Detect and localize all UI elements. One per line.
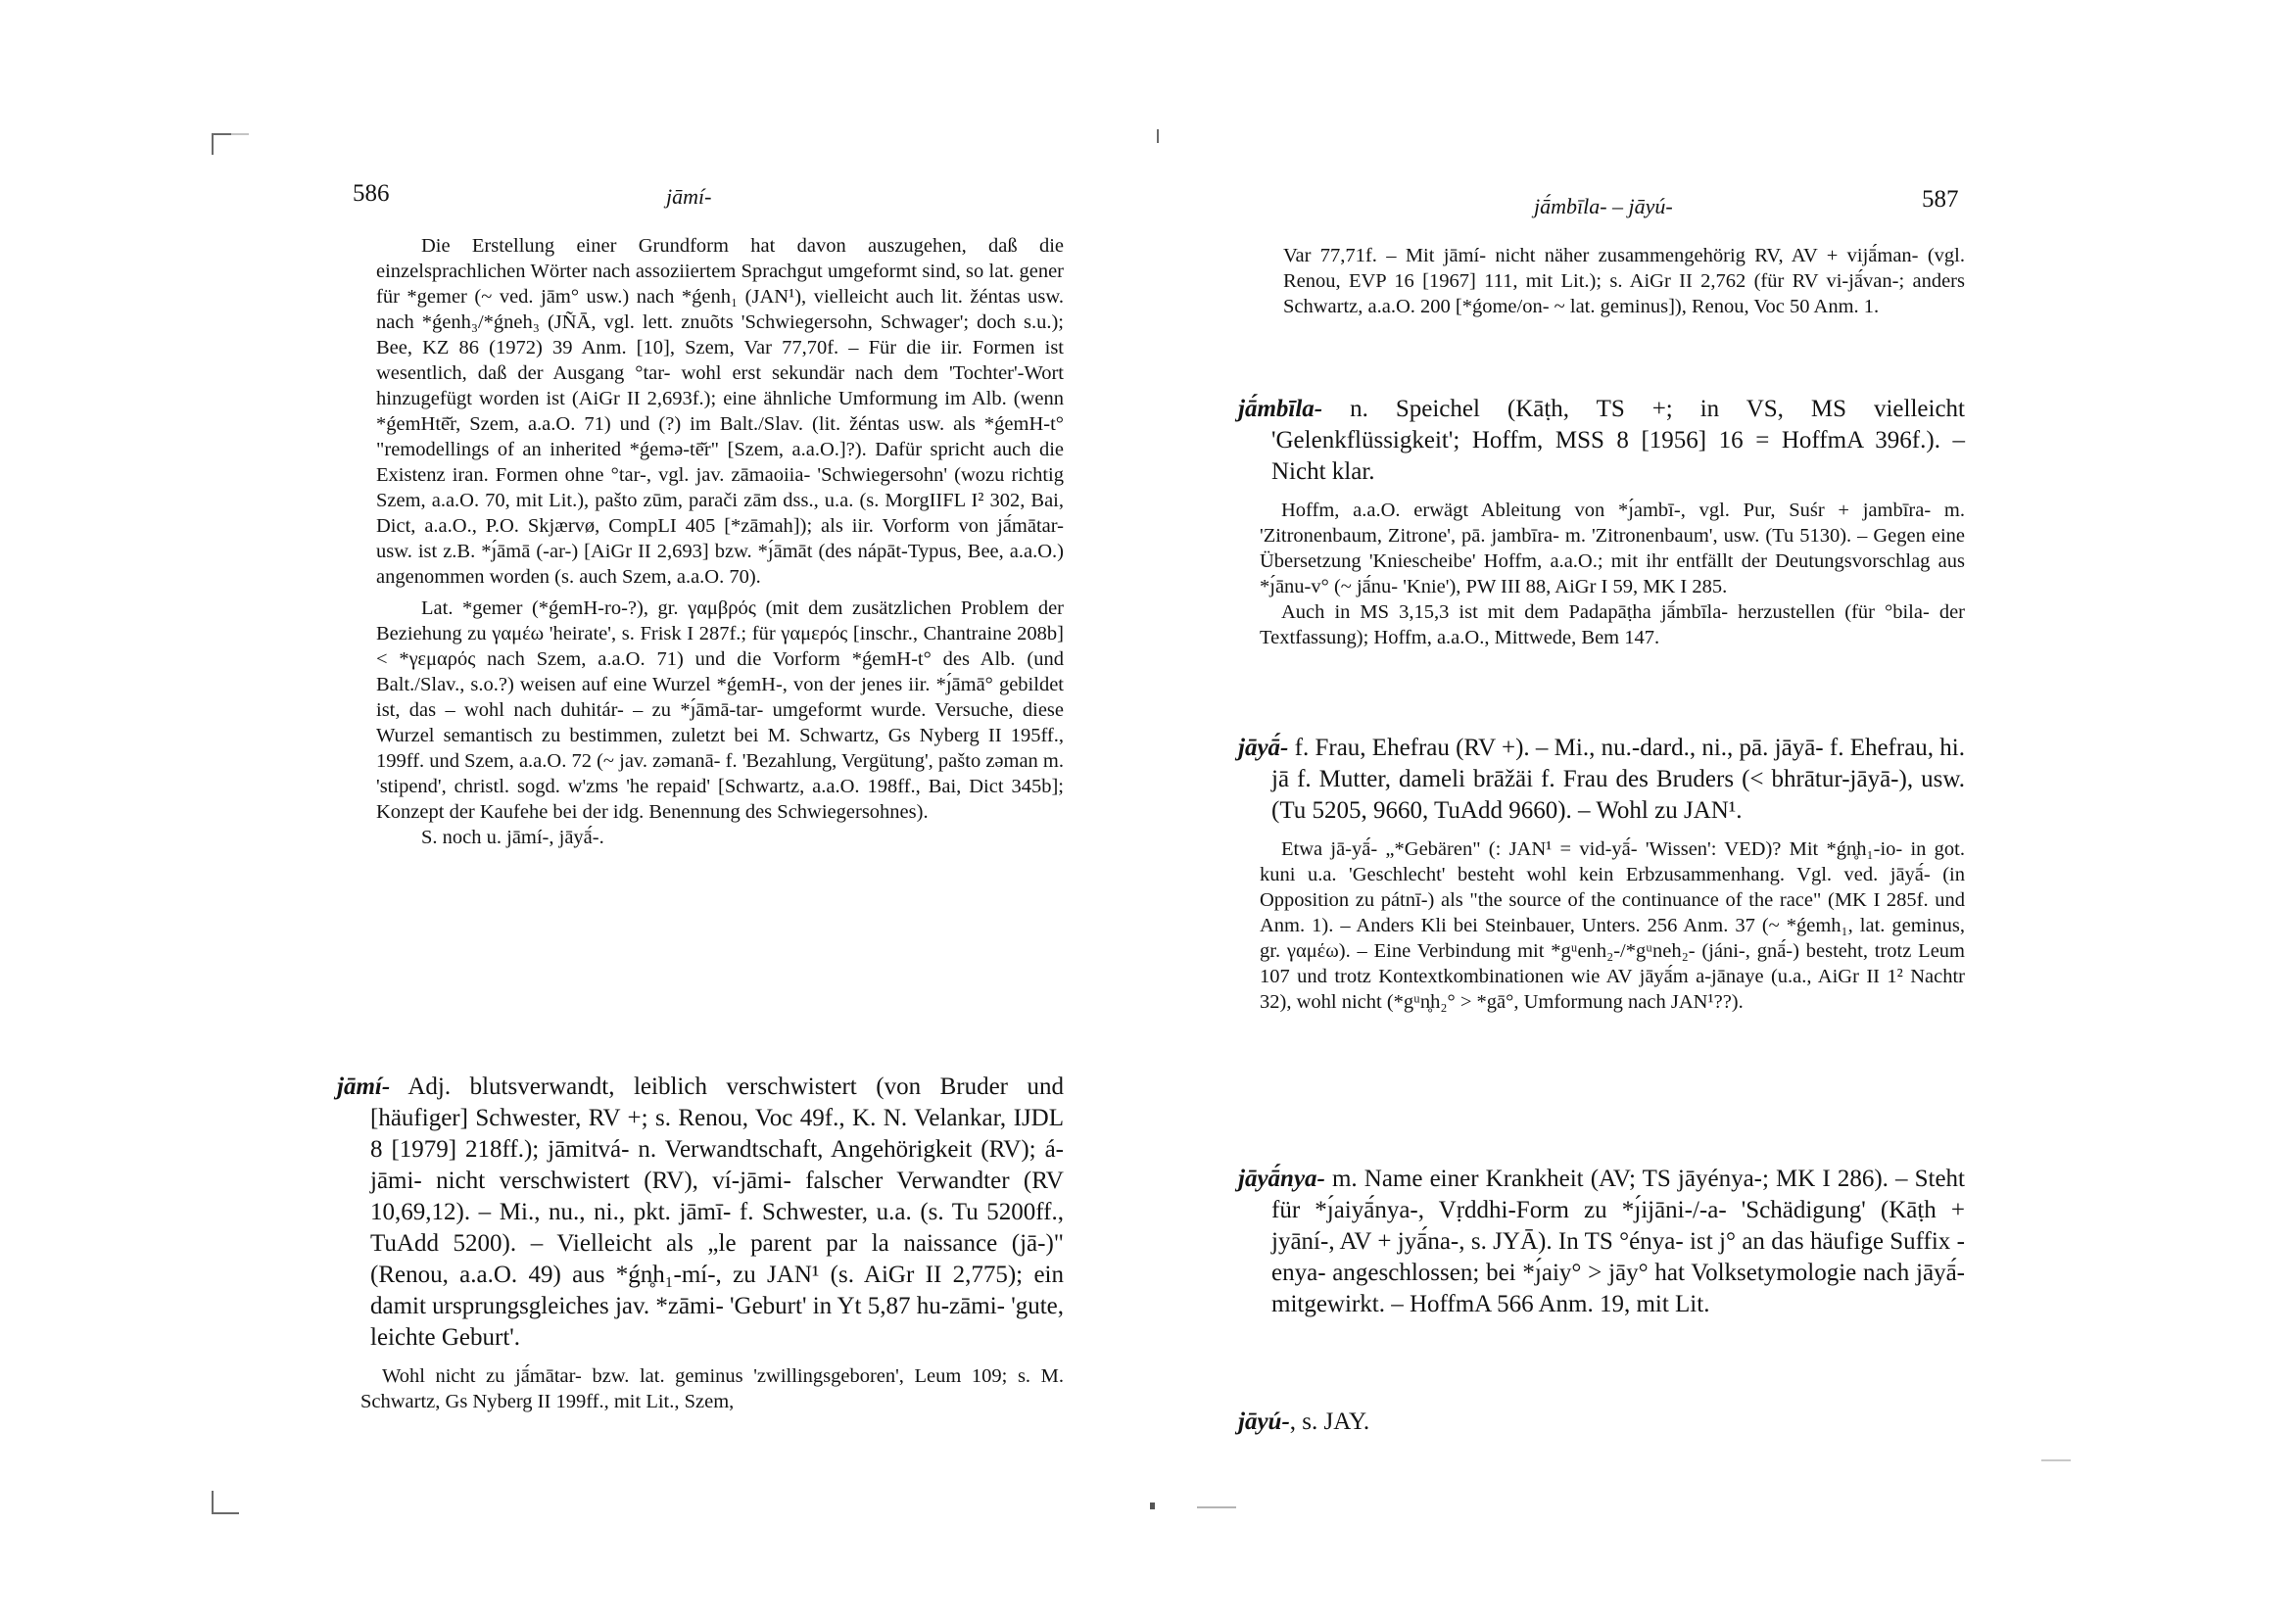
entry-lemma: jāyā́nya-	[1238, 1166, 1325, 1192]
entry-lemma: jāmí-	[337, 1073, 391, 1100]
page-number: 587	[1922, 186, 1959, 213]
entry-note: Wohl nicht zu jā́mātar- bzw. lat. geminus 'zwillingsgeboren', Leum 109; s. M. Schwartz, Gs Nyberg II 199ff., mit Lit., Szem,	[360, 1365, 1064, 1412]
entry-jami	[337, 1072, 1064, 1414]
entry-jaya	[1238, 733, 1965, 1015]
continuation-paragraph: Lat. *gemer (*ǵemH-ro-?), gr. γαμβρός (mit dem zusätzlichen Problem der Beziehung zu γαμέω 'heirate', s. Frisk I 287f.; für γαμερός [inschr., Chantraine 208b] < *γεμαρός nach Szem, a.a.O. 71) und die Vorform *ǵemH-t° des Alb. (und Balt./Slav., s.o.?) weisen auf eine Wurzel *ǵemH-, von der jenes iir. *ȷ́āmā° gebildet ist, das – wohl nach duhitár- – zu *ȷ́āmā-tar- umgeformt wurde. Versuche, diese Wurzel semantisch zu bestimmen, zuletzt bei M. Schwartz, Gs Nyberg II 195ff., 199ff. und Szem, a.a.O. 72 (~ jav. zəmanā- f. 'Bezahlung, Vergütung', pašto zəman m. 'stipend', christl. sogd. w'zms 'he repaid' [Schwartz, a.a.O. 198ff., Bai, Dict 345b]; Konzept der Kaufehe bei der idg. Benennung des Schwiegersohnes).	[376, 597, 1065, 823]
entry-main-text	[1238, 1164, 1965, 1320]
continuation-paragraph: Var 77,71f. – Mit jāmí- nicht näher zusammengehörig RV, AV + vijā́man- (vgl. Renou, EVP 16 [1967] 111, mit Lit.); s. AiGr II 2,762 (für RV vi-jā́van-; anders Schwartz, a.a.O. 200 [*ǵome/on- ~ lat. geminus]), Renou, Voc 50 Anm. 1.	[1283, 245, 1965, 317]
entry-definition: n. Speichel (Kāṭh, TS +; in VS, MS vielleicht 'Gelenkflüssigkeit'; Hoffm, MSS 8 [1956] 16 = HoffmA 396f.). – Nicht klar.	[1271, 396, 1965, 485]
continuation-paragraph: Die Erstellung einer Grundform hat davon auszugehen, daß die einzelsprachlichen Wörter nach assoziiertem Sprachgut umgeformt sind, so lat. gener für *gemer (~ ved. jām° usw.) nach *ǵenh₁ (JAN¹), vielleicht auch lit. žéntas usw. nach *ǵenh₃/*ǵneh₃ (JÑĀ, vgl. lett. znuõts 'Schwiegersohn, Schwager'; doch s.u.); Bee, KZ 86 (1972) 39 Anm. [10], Szem, Var 77,70f. – Für die iir. Formen ist wesentlich, daß der Ausgang °tar- wohl erst sekundär nach dem 'Tochter'-Wort hinzugefügt worden ist (AiGr II 2,693f.); eine ähnliche Umformung im Alb. (wenn *ǵemHtē̆r, Szem, a.a.O. 71) und (?) im Balt./Slav. (lit. žéntas usw. als *ǵemH-t° "remodellings of an inherited *ǵemə-tē̆r" [Szem, a.a.O.]?). Dafür spricht auch die Existenz iran. Formen ohne °tar-, vgl. jav. zāmaoiia- 'Schwiegersohn' (wozu richtig Szem, a.a.O. 70, mit Lit.), pašto zūm, parači zām dss., u.a. (s. MorgIIFL I² 302, Bai, Dict, a.a.O., P.O. Skjærvø, CompLI 405 [*zāmah]); als iir. Vorform von jā́mātar- usw. ist z.B. *ȷ́āmā (-ar-) [AiGr II 2,693] bzw. *ȷ́āmāt (des nápāt-Typus, Bee, a.a.O.) angenommen worden (s. auch Szem, a.a.O. 70).	[376, 235, 1064, 588]
entry-definition: , s. JAY.	[1289, 1408, 1370, 1435]
entry-main-text	[1238, 733, 1965, 827]
entry-jayu	[1238, 1407, 1965, 1438]
entry-definition: f. Frau, Ehefrau (RV +). – Mi., nu.-dard., ni., pā. jāyā- f. Ehefrau, hi. jā f. Mutter, dameli brāžäi f. Frau des Bruders (< bhrātur-jāyā-), usw. (Tu 5205, 9660, TuAdd 9660). – Wohl zu JAN¹.	[1271, 735, 1966, 824]
entry-definition: Adj. blutsverwandt, leiblich verschwistert (von Bruder und [häufiger] Schwester, RV +; s. Renou, Voc 49f., K. N. Velankar, IJDL 8 [1979] 218ff.); jāmitvá- n. Verwandtschaft, Angehörigkeit (RV); á-jāmi- nicht verschwistert (RV), ví-jāmi- falscher Verwandter (RV 10,69,12). – Mi., nu., ni., pkt. jāmī- f. Schwester, u.a. (s. Tu 5200ff., TuAdd 5200). – Vielleicht als „le parent par la naissance (jā-)" (Renou, a.a.O. 49) aus *ǵn̥h₁-mí-, zu JAN¹ (s. AiGr II 2,775); ein damit ursprungsgleiches jav. *zāmi- 'Geburt' in Yt 5,87 hu-zāmi- 'gute, leichte Geburt'.	[370, 1073, 1065, 1351]
page-number: 586	[353, 180, 390, 207]
entry-jambila	[1238, 394, 1965, 650]
entry-main-text	[1238, 1407, 1965, 1438]
entry-jayanya	[1238, 1164, 1965, 1320]
continuation-block	[376, 233, 1064, 850]
entry-note: Auch in MS 3,15,3 ist mit dem Padapāṭha jā́mbīla- herzustellen (für °bila- der Textfassung); Hoffm, a.a.O., Mittwede, Bem 147.	[1260, 601, 1965, 648]
right-page	[1148, 0, 2296, 1622]
entry-lemma: jāyā́-	[1238, 735, 1289, 761]
entry-lemma: jā́mbīla-	[1238, 396, 1323, 422]
entry-definition: m. Name einer Krankheit (AV; TS jāyényа-; MK I 286). – Steht für *ȷ́aiyā́nya-, Vṛddhi-Form zu *ȷ́ijāni-/-a- 'Schädigung' (Kāṭh + jyāní-, AV + jyā́na-, s. JYĀ). In TS °énya- ist j° an das häufige Suffix -enya- angeschlossen; bei *ȷ́aiy° > jāy° hat Volksetymologie nach jāyā́- mitgewirkt. – HoffmA 566 Anm. 19, mit Lit.	[1271, 1166, 1966, 1317]
running-head: jā́mbīla- – jāyú-	[1534, 194, 1673, 218]
entry-main-text	[337, 1072, 1064, 1354]
entry-note: Hoffm, a.a.O. erwägt Ableitung von *ȷ́ambī-, vgl. Pur, Suśr + jambīra- m. 'Zitronenbaum, Zitrone', pā. jambīra- m. 'Zitronenbaum', usw. (Tu 5130). – Gegen eine Übersetzung 'Kniescheibe' Hoffm, a.a.O.; mit ihr entfällt der Deutungsvorschlag aus *ȷ́ānu-v° (~ jā́nu- 'Knie'), PW III 88, AiGr I 59, MK I 285.	[1260, 500, 1965, 597]
entry-lemma: jāyú-	[1238, 1408, 1290, 1435]
continuation-paragraph: S. noch u. jāmí-, jāyā́-.	[421, 827, 604, 848]
entry-main-text	[1238, 394, 1965, 488]
running-head: jāmí-	[666, 184, 712, 209]
continuation-block	[1283, 243, 1965, 319]
entry-note: Etwa jā-yā́- „*Gebären" (: JAN¹ = vid-yā́- 'Wissen': VED)? Mit *ǵn̥h₁-io- in got. kuni u.a. 'Geschlecht' besteht wohl kein Erbzusammenhang. Vgl. ved. jāyā́- (in Opposition zu pátnī-) als "the source of the continuance of the race" (MK I 285f. und Anm. 1). – Anders Kli bei Steinbauer, Unters. 256 Anm. 37 (~ *ǵemh₁, lat. geminus, gr. γαμέω). – Eine Verbindung mit *gᵘenh₂-/*gᵘneh₂- (jáni-, gnā́-) besteht, trotz Leum 107 und trotz Kontextkombinationen wie AV jāyā́m a-jānaye (u.a., AiGr II 1² Nachtr 32), wohl nicht (*gᵘn̥h₂° > *gā°, Umformung nach JAN¹??).	[1260, 838, 1965, 1013]
